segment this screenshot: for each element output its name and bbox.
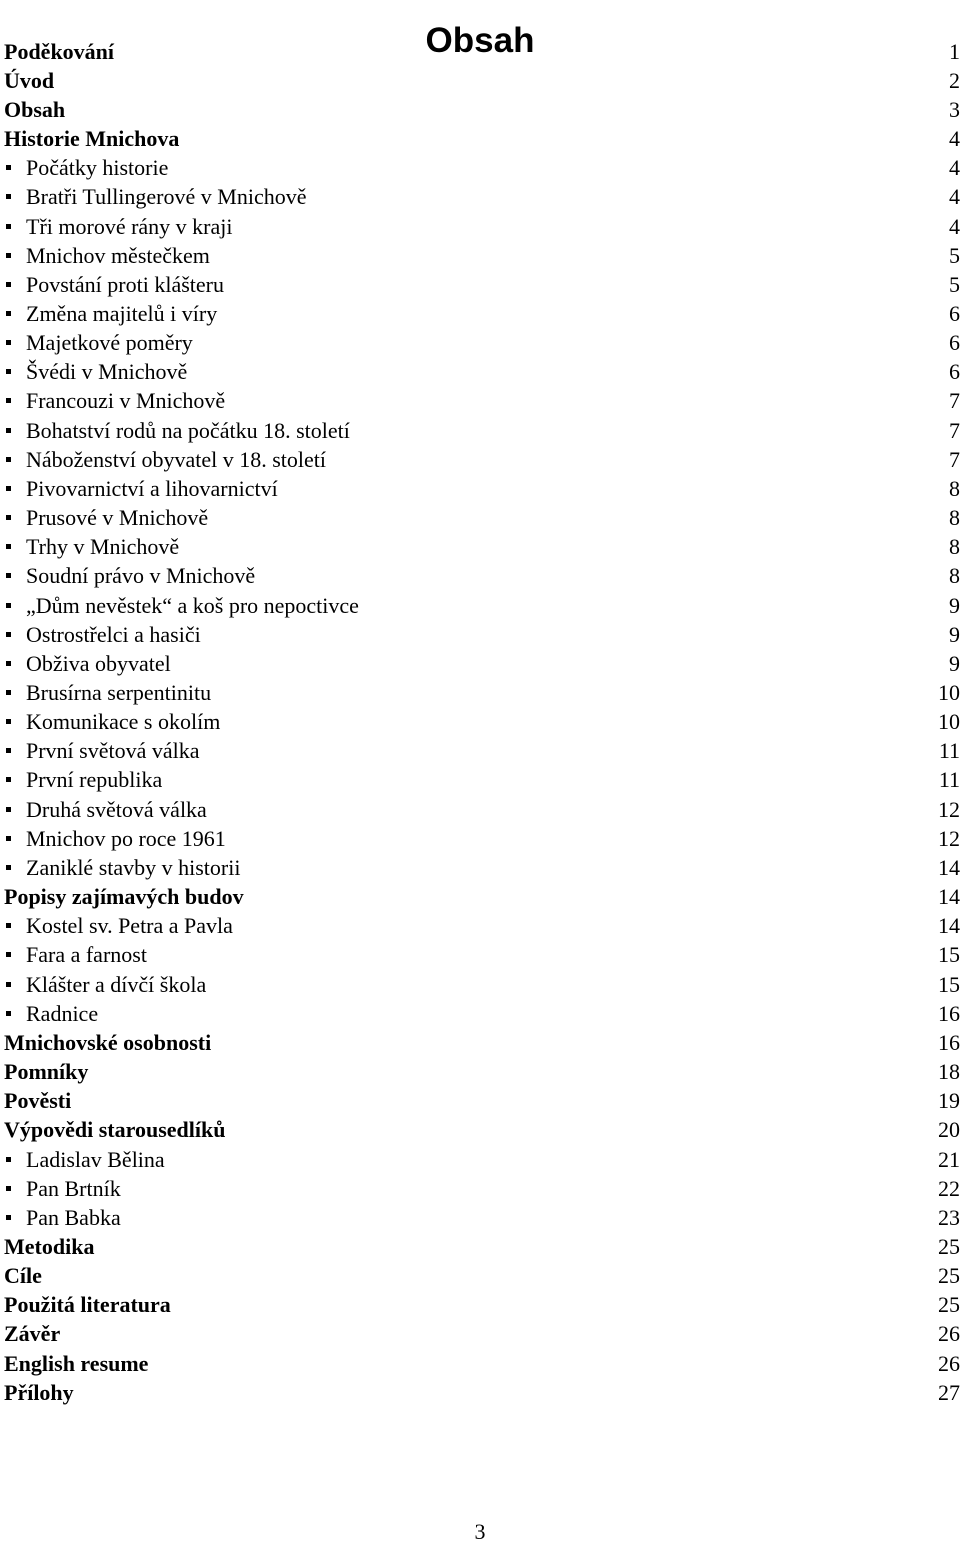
toc-section-row xyxy=(4,37,960,66)
toc-subsection-row xyxy=(4,504,960,533)
toc-subsection-row xyxy=(4,445,960,474)
toc-entry-page: 6 xyxy=(949,330,960,356)
toc-entry-page: 16 xyxy=(938,1029,960,1055)
toc-entry-page: 5 xyxy=(949,271,960,297)
toc-section-row xyxy=(4,1349,960,1378)
toc-entry-label: První republika xyxy=(4,767,162,793)
toc-entry-label: Trhy v Mnichově xyxy=(4,534,179,560)
toc-entry-label: Závěr xyxy=(4,1321,61,1347)
toc-entry-page: 14 xyxy=(938,884,960,910)
table-of-contents xyxy=(4,37,960,1407)
toc-subsection-row xyxy=(4,678,960,707)
toc-subsection-row xyxy=(4,824,960,853)
toc-subsection-row xyxy=(4,970,960,999)
toc-entry-page: 4 xyxy=(949,126,960,152)
toc-entry-label: Švédi v Mnichově xyxy=(4,359,187,385)
toc-entry-page: 4 xyxy=(949,213,960,239)
toc-entry-page: 23 xyxy=(938,1204,960,1230)
toc-entry-label: Náboženství obyvatel v 18. století xyxy=(4,447,326,473)
toc-section-row xyxy=(4,66,960,95)
toc-subsection-row xyxy=(4,270,960,299)
toc-section-row xyxy=(4,1232,960,1261)
toc-entry-label: Přílohy xyxy=(4,1379,74,1405)
toc-entry-label: Komunikace s okolím xyxy=(4,709,220,735)
toc-entry-label: Druhá světová válka xyxy=(4,797,207,823)
toc-entry-page: 8 xyxy=(949,505,960,531)
toc-subsection-row xyxy=(4,766,960,795)
toc-entry-page: 10 xyxy=(938,709,960,735)
toc-entry-label: Pověsti xyxy=(4,1088,72,1114)
toc-subsection-row xyxy=(4,212,960,241)
toc-entry-label: English resume xyxy=(4,1350,149,1376)
toc-entry-page: 9 xyxy=(949,650,960,676)
toc-entry-page: 5 xyxy=(949,242,960,268)
toc-entry-label: První světová válka xyxy=(4,738,200,764)
toc-subsection-row xyxy=(4,154,960,183)
toc-entry-label: Zaniklé stavby v historii xyxy=(4,855,240,881)
toc-entry-label: Pan Babka xyxy=(4,1205,121,1231)
toc-entry-page: 25 xyxy=(938,1292,960,1318)
toc-subsection-row xyxy=(4,474,960,503)
toc-entry-page: 9 xyxy=(949,621,960,647)
toc-entry-label: Mnichov městečkem xyxy=(4,243,210,269)
toc-entry-page: 22 xyxy=(938,1175,960,1201)
page-number: 3 xyxy=(474,1519,486,1544)
toc-subsection-row xyxy=(4,620,960,649)
toc-entry-page: 15 xyxy=(938,971,960,997)
toc-entry-page: 3 xyxy=(949,96,960,122)
toc-entry-page: 26 xyxy=(938,1350,960,1376)
toc-section-row xyxy=(4,1320,960,1349)
toc-entry-label: Prusové v Mnichově xyxy=(4,505,208,531)
toc-entry-page: 18 xyxy=(938,1059,960,1085)
toc-section-row xyxy=(4,1057,960,1086)
toc-entry-label: Ladislav Bělina xyxy=(4,1147,165,1173)
toc-entry-page: 7 xyxy=(949,446,960,472)
toc-entry-label: Tři morové rány v kraji xyxy=(4,214,233,240)
toc-entry-page: 4 xyxy=(949,184,960,210)
toc-section-row xyxy=(4,124,960,153)
toc-entry-page: 25 xyxy=(938,1233,960,1259)
toc-section-row xyxy=(4,1378,960,1407)
toc-subsection-row xyxy=(4,795,960,824)
toc-entry-page: 6 xyxy=(949,359,960,385)
toc-entry-page: 14 xyxy=(938,913,960,939)
toc-entry-page: 8 xyxy=(949,475,960,501)
toc-subsection-row xyxy=(4,241,960,270)
toc-entry-label: Historie Mnichova xyxy=(4,126,180,152)
toc-section-row xyxy=(4,1028,960,1057)
toc-section-row xyxy=(4,1262,960,1291)
toc-entry-label: Cíle xyxy=(4,1263,42,1289)
toc-entry-page: 11 xyxy=(938,767,960,793)
toc-subsection-row xyxy=(4,183,960,212)
toc-entry-label: Změna majitelů i víry xyxy=(4,301,217,327)
toc-subsection-row xyxy=(4,853,960,882)
toc-entry-page: 4 xyxy=(949,155,960,181)
toc-entry-page: 21 xyxy=(938,1146,960,1172)
toc-entry-page: 9 xyxy=(949,592,960,618)
toc-entry-label: Mnichov po roce 1961 xyxy=(4,826,226,852)
toc-subsection-row xyxy=(4,358,960,387)
toc-subsection-row xyxy=(4,737,960,766)
toc-entry-label: „Dům nevěstek“ a koš pro nepoctivce xyxy=(4,593,359,619)
toc-entry-label: Bohatství rodů na počátku 18. století xyxy=(4,418,350,444)
toc-subsection-row xyxy=(4,387,960,416)
toc-entry-label: Francouzi v Mnichově xyxy=(4,388,225,414)
toc-entry-label: Kostel sv. Petra a Pavla xyxy=(4,913,233,939)
toc-entry-page: 11 xyxy=(938,738,960,764)
toc-entry-label: Počátky historie xyxy=(4,155,168,181)
toc-entry-label: Fara a farnost xyxy=(4,942,147,968)
page-title: Obsah xyxy=(425,21,535,61)
toc-section-row xyxy=(4,1087,960,1116)
toc-entry-page: 12 xyxy=(938,825,960,851)
toc-entry-label: Soudní právo v Mnichově xyxy=(4,563,255,589)
toc-section-row xyxy=(4,1291,960,1320)
toc-section-row xyxy=(4,883,960,912)
toc-entry-label: Majetkové poměry xyxy=(4,330,193,356)
toc-entry-label: Brusírna serpentinitu xyxy=(4,680,211,706)
toc-subsection-row xyxy=(4,912,960,941)
toc-entry-label: Poděkování xyxy=(4,38,115,64)
toc-entry-label: Pomníky xyxy=(4,1059,89,1085)
toc-entry-label: Výpovědi starousedlíků xyxy=(4,1117,226,1143)
toc-entry-label: Pivovarnictví a lihovarnictví xyxy=(4,476,278,502)
toc-entry-label: Bratři Tullingerové v Mnichově xyxy=(4,184,306,210)
toc-entry-page: 14 xyxy=(938,854,960,880)
toc-entry-page: 8 xyxy=(949,563,960,589)
toc-entry-label: Radnice xyxy=(4,1001,98,1027)
toc-entry-page: 7 xyxy=(949,417,960,443)
toc-subsection-row xyxy=(4,649,960,678)
toc-subsection-row xyxy=(4,1145,960,1174)
toc-entry-label: Metodika xyxy=(4,1233,95,1259)
toc-entry-page: 15 xyxy=(938,942,960,968)
toc-subsection-row xyxy=(4,416,960,445)
toc-entry-page: 25 xyxy=(938,1263,960,1289)
toc-entry-label: Klášter a dívčí škola xyxy=(4,972,206,998)
toc-subsection-row xyxy=(4,1174,960,1203)
toc-subsection-row xyxy=(4,533,960,562)
toc-section-row xyxy=(4,1116,960,1145)
toc-subsection-row xyxy=(4,708,960,737)
toc-entry-page: 19 xyxy=(938,1088,960,1114)
toc-entry-page: 1 xyxy=(949,38,960,64)
toc-subsection-row xyxy=(4,562,960,591)
toc-entry-page: 7 xyxy=(949,388,960,414)
toc-entry-page: 10 xyxy=(938,680,960,706)
toc-entry-page: 27 xyxy=(938,1379,960,1405)
toc-subsection-row xyxy=(4,1203,960,1232)
toc-entry-label: Pan Brtník xyxy=(4,1176,121,1202)
toc-entry-label: Ostrostřelci a hasiči xyxy=(4,622,201,648)
toc-entry-page: 16 xyxy=(938,1000,960,1026)
toc-entry-page: 20 xyxy=(938,1117,960,1143)
toc-entry-label: Úvod xyxy=(4,67,55,93)
toc-entry-label: Obsah xyxy=(4,96,66,122)
toc-subsection-row xyxy=(4,299,960,328)
toc-subsection-row xyxy=(4,999,960,1028)
toc-entry-label: Povstání proti klášteru xyxy=(4,272,224,298)
toc-entry-page: 12 xyxy=(938,796,960,822)
toc-entry-page: 26 xyxy=(938,1321,960,1347)
toc-entry-page: 8 xyxy=(949,534,960,560)
toc-entry-page: 6 xyxy=(949,300,960,326)
toc-subsection-row xyxy=(4,591,960,620)
toc-subsection-row xyxy=(4,329,960,358)
toc-entry-label: Použitá literatura xyxy=(4,1292,171,1318)
toc-section-row xyxy=(4,95,960,124)
toc-entry-label: Popisy zajímavých budov xyxy=(4,884,244,910)
toc-entry-page: 2 xyxy=(949,67,960,93)
toc-entry-label: Mnichovské osobnosti xyxy=(4,1029,212,1055)
toc-subsection-row xyxy=(4,941,960,970)
toc-entry-label: Obživa obyvatel xyxy=(4,651,171,677)
